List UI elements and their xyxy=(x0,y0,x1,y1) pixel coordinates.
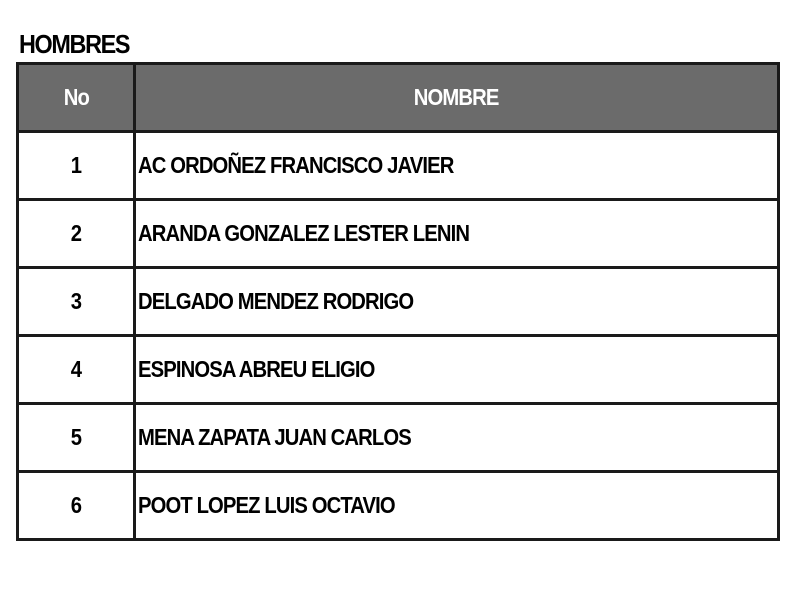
row-name-cell xyxy=(135,132,779,200)
row-number: 3 xyxy=(70,288,82,314)
row-number: 6 xyxy=(70,492,82,518)
row-name-cell xyxy=(135,200,779,268)
row-name-cell xyxy=(135,336,779,404)
row-number: 4 xyxy=(70,356,82,382)
table-row xyxy=(18,268,779,336)
table-row xyxy=(18,200,779,268)
table-row xyxy=(18,336,779,404)
section-title: HOMBRES xyxy=(19,29,130,59)
row-number: 2 xyxy=(70,220,82,246)
row-name: ESPINOSA ABREU ELIGIO xyxy=(138,356,375,382)
column-header-name xyxy=(135,64,779,132)
row-number-cell xyxy=(18,472,135,540)
row-name: AC ORDOÑEZ FRANCISCO JAVIER xyxy=(138,152,454,178)
row-name-cell xyxy=(135,472,779,540)
roster-table xyxy=(16,62,780,541)
row-name-cell xyxy=(135,404,779,472)
column-header-name-label: NOMBRE xyxy=(414,84,499,110)
row-name: DELGADO MENDEZ RODRIGO xyxy=(138,288,414,314)
row-number-cell xyxy=(18,268,135,336)
row-number: 5 xyxy=(70,424,82,450)
row-number: 1 xyxy=(70,152,82,178)
row-number-cell xyxy=(18,132,135,200)
row-number-cell xyxy=(18,200,135,268)
row-name: POOT LOPEZ LUIS OCTAVIO xyxy=(138,492,395,518)
table-row xyxy=(18,132,779,200)
row-number-cell xyxy=(18,336,135,404)
row-number-cell xyxy=(18,404,135,472)
table-header-row xyxy=(18,64,779,132)
table-row xyxy=(18,404,779,472)
column-header-number-label: No xyxy=(63,84,89,110)
row-name: ARANDA GONZALEZ LESTER LENIN xyxy=(138,220,470,246)
row-name-cell xyxy=(135,268,779,336)
table-row xyxy=(18,472,779,540)
column-header-number xyxy=(18,64,135,132)
row-name: MENA ZAPATA JUAN CARLOS xyxy=(138,424,411,450)
